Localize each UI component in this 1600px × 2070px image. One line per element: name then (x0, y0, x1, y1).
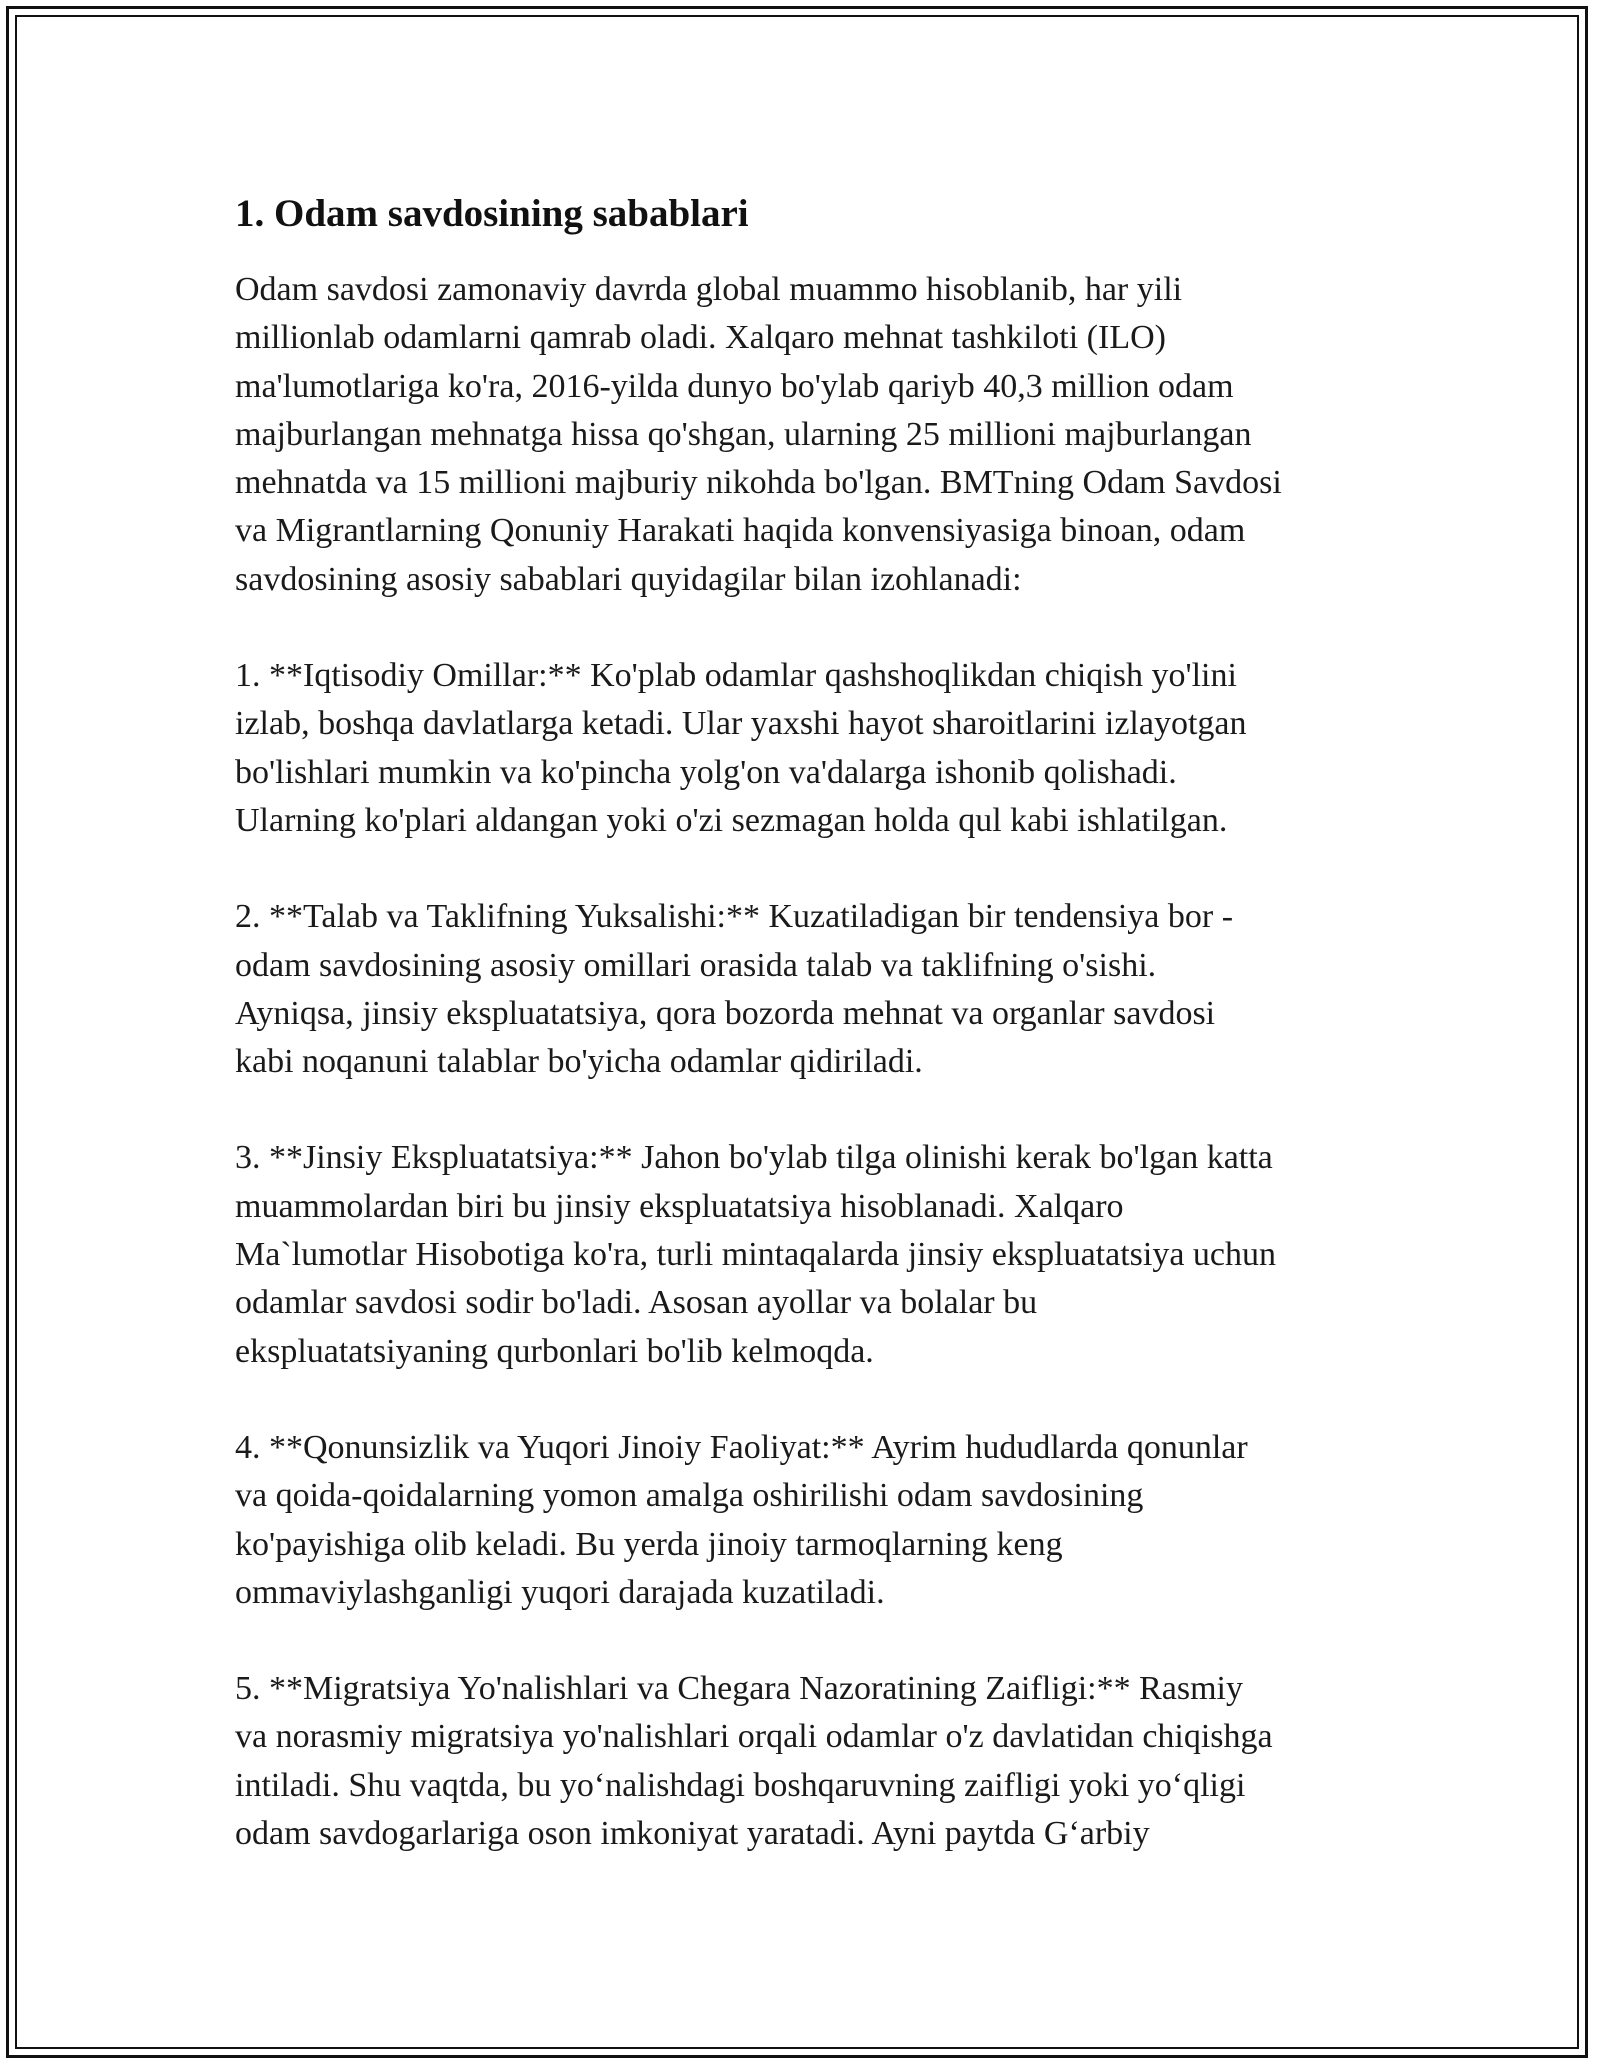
text-line: mehnatda va 15 millioni majburiy nikohda bo'lgan. BMTning Odam Savdosi (235, 464, 1282, 502)
intro-paragraph (235, 266, 1385, 604)
text-line: muammolardan biri bu jinsiy ekspluatatsiya hisoblanadi. Xalqaro (235, 1187, 1124, 1225)
text-line: 1. **Iqtisodiy Omillar:** Ko'plab odamlar qashshoqlikdan chiqish yo'lini (235, 657, 1237, 695)
text-line: ekspluatatsiyaning qurbonlari bo'lib kelmoqda. (235, 1332, 874, 1370)
text-line: ommaviylashganligi yuqori darajada kuzatiladi. (235, 1573, 885, 1611)
text-line: va norasmiy migratsiya yo'nalishlari orqali odamlar o'z davlatidan chiqishga (235, 1718, 1273, 1756)
text-line: ko'payishiga olib keladi. Bu yerda jinoiy tarmoqlarning keng (235, 1525, 1063, 1563)
text-line: bo'lishlari mumkin va ko'pincha yolg'on va'dalarga ishonib qolishadi. (235, 753, 1177, 791)
text-line: izlab, boshqa davlatlarga ketadi. Ular yaxshi hayot sharoitlarini izlayotgan (235, 705, 1247, 743)
cause-paragraph-2 (235, 893, 1385, 1086)
text-line: savdosining asosiy sabablari quyidagilar bilan izohlanadi: (235, 560, 1022, 598)
text-line: intiladi. Shu vaqtda, bu yo‘nalishdagi boshqaruvning zaifligi yoki yo‘qligi (235, 1766, 1246, 1804)
text-line: odamlar savdosi sodir bo'ladi. Asosan ayollar va bolalar bu (235, 1284, 1038, 1322)
text-line: 3. **Jinsiy Ekspluatatsiya:** Jahon bo'ylab tilga olinishi kerak bo'lgan katta (235, 1139, 1273, 1177)
text-line: va qoida-qoidalarning yomon amalga oshirilishi odam savdosining (235, 1477, 1144, 1515)
text-line: 4. **Qonunsizlik va Yuqori Jinoiy Faoliyat:** Ayrim hududlarda qonunlar (235, 1428, 1248, 1466)
text-line: Odam savdosi zamonaviy davrda global muammo hisoblanib, har yili (235, 271, 1183, 308)
cause-paragraph-1 (235, 652, 1385, 845)
text-line: Ularning ko'plari aldangan yoki o'zi sezmagan holda qul kabi ishlatilgan. (235, 801, 1228, 839)
cause-paragraph-5 (235, 1665, 1385, 1858)
cause-paragraph-4 (235, 1424, 1385, 1617)
text-line: millionlab odamlarni qamrab oladi. Xalqaro mehnat tashkiloti (ILO) (235, 319, 1166, 357)
text-line: va Migrantlarning Qonuniy Harakati haqida konvensiyasiga binoan, odam (235, 512, 1246, 550)
text-line: Ma`lumotlar Hisobotiga ko'ra, turli mintaqalarda jinsiy ekspluatatsiya uchun (235, 1236, 1277, 1274)
cause-paragraph-3 (235, 1134, 1385, 1375)
text-line: kabi noqanuni talablar bo'yicha odamlar qidiriladi. (235, 1043, 923, 1081)
text-line: ma'lumotlariga ko'ra, 2016-yilda dunyo bo'ylab qariyb 40,3 million odam (235, 367, 1234, 405)
section-heading: 1. Odam savdosining sabablari (235, 192, 749, 235)
text-line: majburlangan mehnatga hissa qo'shgan, ularning 25 millioni majburlangan (235, 415, 1252, 453)
text-line: odam savdosining asosiy omillari orasida talab va taklifning o'sishi. (235, 946, 1157, 984)
text-line: odam savdogarlariga oson imkoniyat yaratadi. Ayni paytda G‘arbiy (235, 1815, 1150, 1853)
text-line: 2. **Talab va Taklifning Yuksalishi:** Kuzatiladigan bir tendensiya bor - (235, 898, 1234, 936)
text-line: Ayniqsa, jinsiy ekspluatatsiya, qora bozorda mehnat va organlar savdosi (235, 994, 1216, 1032)
document-body (235, 190, 1385, 1906)
text-line: 5. **Migratsiya Yo'nalishlari va Chegara Nazoratining Zaifligi:** Rasmiy (235, 1670, 1243, 1708)
